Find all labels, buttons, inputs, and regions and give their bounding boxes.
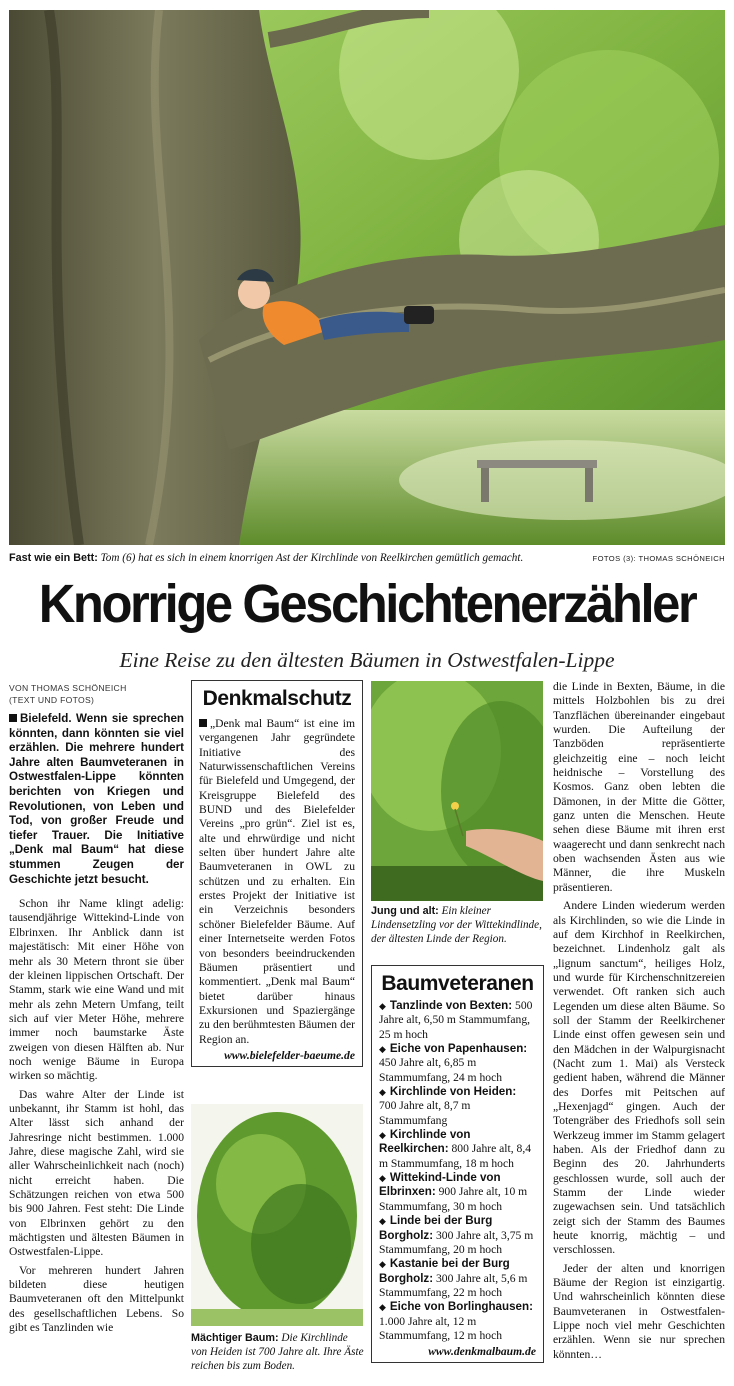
hero-caption bbox=[9, 551, 569, 565]
denkmalschutz-url[interactable]: www.bielefelder-baeume.de bbox=[224, 1048, 355, 1062]
veteran-name: Kirchlinde von Heiden: bbox=[389, 1085, 517, 1099]
veteran-info: 300 Jahre alt, 5,6 m Stammumfang, 22 m hoch bbox=[379, 1271, 528, 1299]
diamond-icon: ◆ bbox=[379, 1259, 386, 1270]
veteran-item bbox=[379, 1042, 536, 1085]
veteran-info: 300 Jahre alt, 3,75 m Stammumfang, 20 m hoch bbox=[379, 1228, 534, 1256]
veteran-info: 1.000 Jahre alt, 12 m Stammumfang, 12 m hoch bbox=[379, 1314, 503, 1342]
col4-paragraph-2: Andere Linden wiederum werden als Kirchlinden, so wie die Linde in auf dem Kirchhof in Reelkirchen, bezeichnet. Lindenholz galt als „lignum sanctum“, heiliges Holz, und wurde für Kirchenschnitzereien verwendet. Oft ranken sich auch Legenden um diese alten Bäume. So soll der Stamm der Reelkirchener Linde einst offen gewesen sein und den Mädchen in der Walpurgisnacht (Nacht zum 1. Mai) als Versteck gedient haben, während die Männer des Dorfes mit Peitschen auf „Hexenjagd“ gingen. Auch der Totengräber des Friedhofs soll sein Werkzeug immer im Stamm gelagert haben. Als der Friedhof dann zu Beginn des 20. Jahrhunderts geschlossen wurde, soll auch der Stamm der Linde wieder zugewachsen sein. Und tatsächlich zeigt sich der Stamm des Baumes heute knorrig, mächtig – und verschlossen. bbox=[553, 899, 725, 1257]
diamond-icon: ◆ bbox=[379, 1173, 386, 1184]
hero-caption-text: Tom (6) hat es sich in einem knorrigen Ast der Kirchlinde von Reelkirchen gemütlich gemacht. bbox=[100, 552, 524, 564]
lead-paragraph bbox=[9, 712, 184, 887]
veteran-info: 450 Jahre alt, 6,85 m Stammumfang, 24 m hoch bbox=[379, 1056, 503, 1084]
baumveteranen-box bbox=[371, 965, 544, 1363]
veteran-name: Eiche von Borlinghausen: bbox=[389, 1300, 533, 1314]
byline-author: VON THOMAS SCHÖNEICH bbox=[9, 683, 127, 693]
column-1 bbox=[9, 682, 184, 1335]
veteran-name: Kastanie bei der Burg Borgholz: bbox=[379, 1257, 510, 1285]
hero-photo-illustration bbox=[9, 10, 725, 545]
lead-square-icon bbox=[9, 714, 17, 722]
column-4 bbox=[553, 680, 725, 1362]
col4-paragraph-1: die Linde in Bexten, Bäume, in die mittels Holzbohlen bis zu drei Tanzflächen übereinander eingebaut wurden. Die Aufteilung der Tanzböden repräsentierte gleichzeitig eine – noch leicht heidnische – Vorstellung des Kosmos. Ganz oben lebten die Dämonen, in der Mitte die Götter, ganz unten die Menschen. Heute sehen diese Bäume mit ihren erst waagerecht und dann senkrecht nach oben wachsenden Ästen aus wie Männer, die ihre Muskeln präsentieren. bbox=[553, 680, 725, 894]
denkmalschutz-text bbox=[199, 717, 355, 1047]
diamond-icon: ◆ bbox=[379, 1001, 386, 1011]
veteran-info: 900 Jahre alt, 10 m Stammumfang, 30 m hoch bbox=[379, 1185, 528, 1213]
big-tree-illustration bbox=[191, 1104, 363, 1326]
col1-paragraph-3: Vor mehreren hundert Jahren bildeten diese heutigen Baumveteranen oft den Mittelpunkt des gesellschaftlichen Lebens. So gibt es Tanzlinden wie bbox=[9, 1263, 184, 1335]
veteran-name: Linde bei der Burg Borgholz: bbox=[379, 1214, 493, 1242]
young-tree-caption-text: Ein kleiner Lindensetzling vor der Wittekindlinde, der ältesten Linde der Region. bbox=[371, 905, 542, 945]
veteran-info: 500 Jahre alt, 6,50 m Stammumfang, 25 m hoch bbox=[379, 999, 533, 1041]
veteran-item bbox=[379, 1171, 536, 1214]
veteran-item bbox=[379, 1085, 536, 1128]
denkmalschutz-box bbox=[191, 680, 363, 1067]
column-1-body bbox=[9, 897, 184, 1335]
denkmalschutz-body: „Denk mal Baum“ ist eine im vergangenen Jahr gegründete Initiative des Naturwissenschaftlichen Vereins für Bielefeld und Umgegend, der Kreisgruppe Bielefeld des BUND und des Bielefelder Vereins „pro grün“. Ziel ist es, alte und ehrwürdige und nicht selten über hundert Jahre alte Baumveteranen in OWL zu schützen und zu erhalten. Ein erstes Projekt der Initiative ist ein Verzeichnis besonders schöner Bielefelder Bäume. Auf einer Internetseite werden Fotos von besonders beeindruckenden Bäumen präsentiert und kommentiert. „Denk mal Baum“ bietet darüber hinaus Exkursionen und Spaziergänge zu den berühmtesten Bäumen der Region an. bbox=[199, 717, 355, 1046]
hero-caption-label: Fast wie ein Bett: bbox=[9, 552, 98, 564]
veteran-list bbox=[379, 999, 536, 1343]
veteran-item bbox=[379, 1300, 536, 1343]
denkmalschutz-title: Denkmalschutz bbox=[202, 687, 352, 710]
baumveteranen-url[interactable]: www.denkmalbaum.de bbox=[428, 1345, 536, 1359]
young-tree-caption bbox=[371, 904, 546, 946]
denkmal-square-icon bbox=[199, 719, 207, 727]
baumveteranen-title: Baumveteranen bbox=[381, 972, 534, 995]
col1-paragraph-2: Das wahre Alter der Linde ist unbekannt, ihr Stamm ist hohl, das Alter lässt sich anhand der Jahresringe nicht bestimmen. 1.000 Jahre, diese magische Zahl, wird sie aller Wahrscheinlichkeit nach (noch) nicht erreicht haben. Die Schätzungen reichen von etwa 500 bis 900 Jahren. Fest steht: Die Linde von Elbrinxen gehört zu den mächtigsten und ältesten Bäumen in Ostwestfalen-Lippe. bbox=[9, 1087, 184, 1259]
lead-text: Bielefeld. Wenn sie sprechen könnten, dann könnten sie viel erzählen. Die mehrere hundert Jahre alten Baumveteranen in Ostwestfalen-Lippe könnten berichten von Kriegen und Revolutionen, von Leben und Tod, von großer Freude und tiefer Trauer. Die Initiative „Denk mal Baum“ hat diese stummen Zeugen der Geschichte jetzt besucht. bbox=[9, 712, 184, 886]
hero-photo bbox=[9, 10, 725, 545]
big-tree-caption bbox=[191, 1331, 366, 1373]
veteran-name: Kirchlinde von Reelkirchen: bbox=[379, 1128, 471, 1156]
young-tree-photo bbox=[371, 681, 543, 901]
diamond-icon: ◆ bbox=[379, 1216, 386, 1227]
veteran-item bbox=[379, 1128, 536, 1171]
diamond-icon: ◆ bbox=[379, 1302, 386, 1313]
veteran-info: 700 Jahre alt, 8,7 m Stammumfang bbox=[379, 1099, 471, 1127]
big-tree-caption-label: Mächtiger Baum: bbox=[191, 1332, 279, 1344]
diamond-icon: ◆ bbox=[379, 1087, 386, 1098]
veteran-item bbox=[379, 999, 536, 1042]
big-tree-caption-text: Die Kirchlinde von Heiden ist 700 Jahre alt. Ihre Äste reichen bis zum Boden. bbox=[191, 1332, 364, 1372]
young-tree-illustration bbox=[371, 681, 543, 901]
photo-credit: FOTOS (3): THOMAS SCHÖNEICH bbox=[592, 554, 725, 563]
big-tree-photo bbox=[191, 1104, 363, 1326]
headline: Knorrige Geschichtenerzähler bbox=[38, 574, 696, 634]
col4-paragraph-3: Jeder der alten und knorrigen Bäume der Region ist einzigartig. Und wahrscheinlich könnten diese Baumveteranen in Ostwestfalen-Lippe noch viel mehr Geschichten erzählen. Wenn sie nur sprechen könnten… bbox=[553, 1261, 725, 1361]
subhead: Eine Reise zu den ältesten Bäumen in Ostwestfalen-Lippe bbox=[119, 648, 615, 672]
veteran-name: Wittekind-Linde von Elbrinxen: bbox=[379, 1171, 501, 1199]
diamond-icon: ◆ bbox=[379, 1044, 386, 1055]
veteran-name: Tanzlinde von Bexten: bbox=[389, 999, 513, 1012]
young-tree-caption-label: Jung und alt: bbox=[371, 905, 439, 917]
byline-note: (TEXT UND FOTOS) bbox=[9, 695, 95, 705]
veteran-info: 800 Jahre alt, 8,4 m Stammumfang, 18 m hoch bbox=[379, 1142, 532, 1170]
veteran-item bbox=[379, 1257, 536, 1300]
veteran-item bbox=[379, 1214, 536, 1257]
veteran-name: Eiche von Papenhausen: bbox=[389, 1042, 528, 1056]
diamond-icon: ◆ bbox=[379, 1130, 386, 1141]
col1-paragraph-1: Schon ihr Name klingt adelig: tausendjährige Wittekind-Linde von Elbrinxen. Ihr Anblick dann ist majestätisch: Mit einer Höhe von mehr als 30 Metern thront sie über der kleinen lippischen Ortschaft. Der Stamm, stark wie eine Wand und mit mehr als zehn Metern Umfang, teilt sich auf vier Meter Höhe, mehrere immer noch baumstarke Äste zweigen von diesen Hälften ab. Nur noch wenige Bäume in Europa wirken so mächtig. bbox=[9, 897, 184, 1083]
